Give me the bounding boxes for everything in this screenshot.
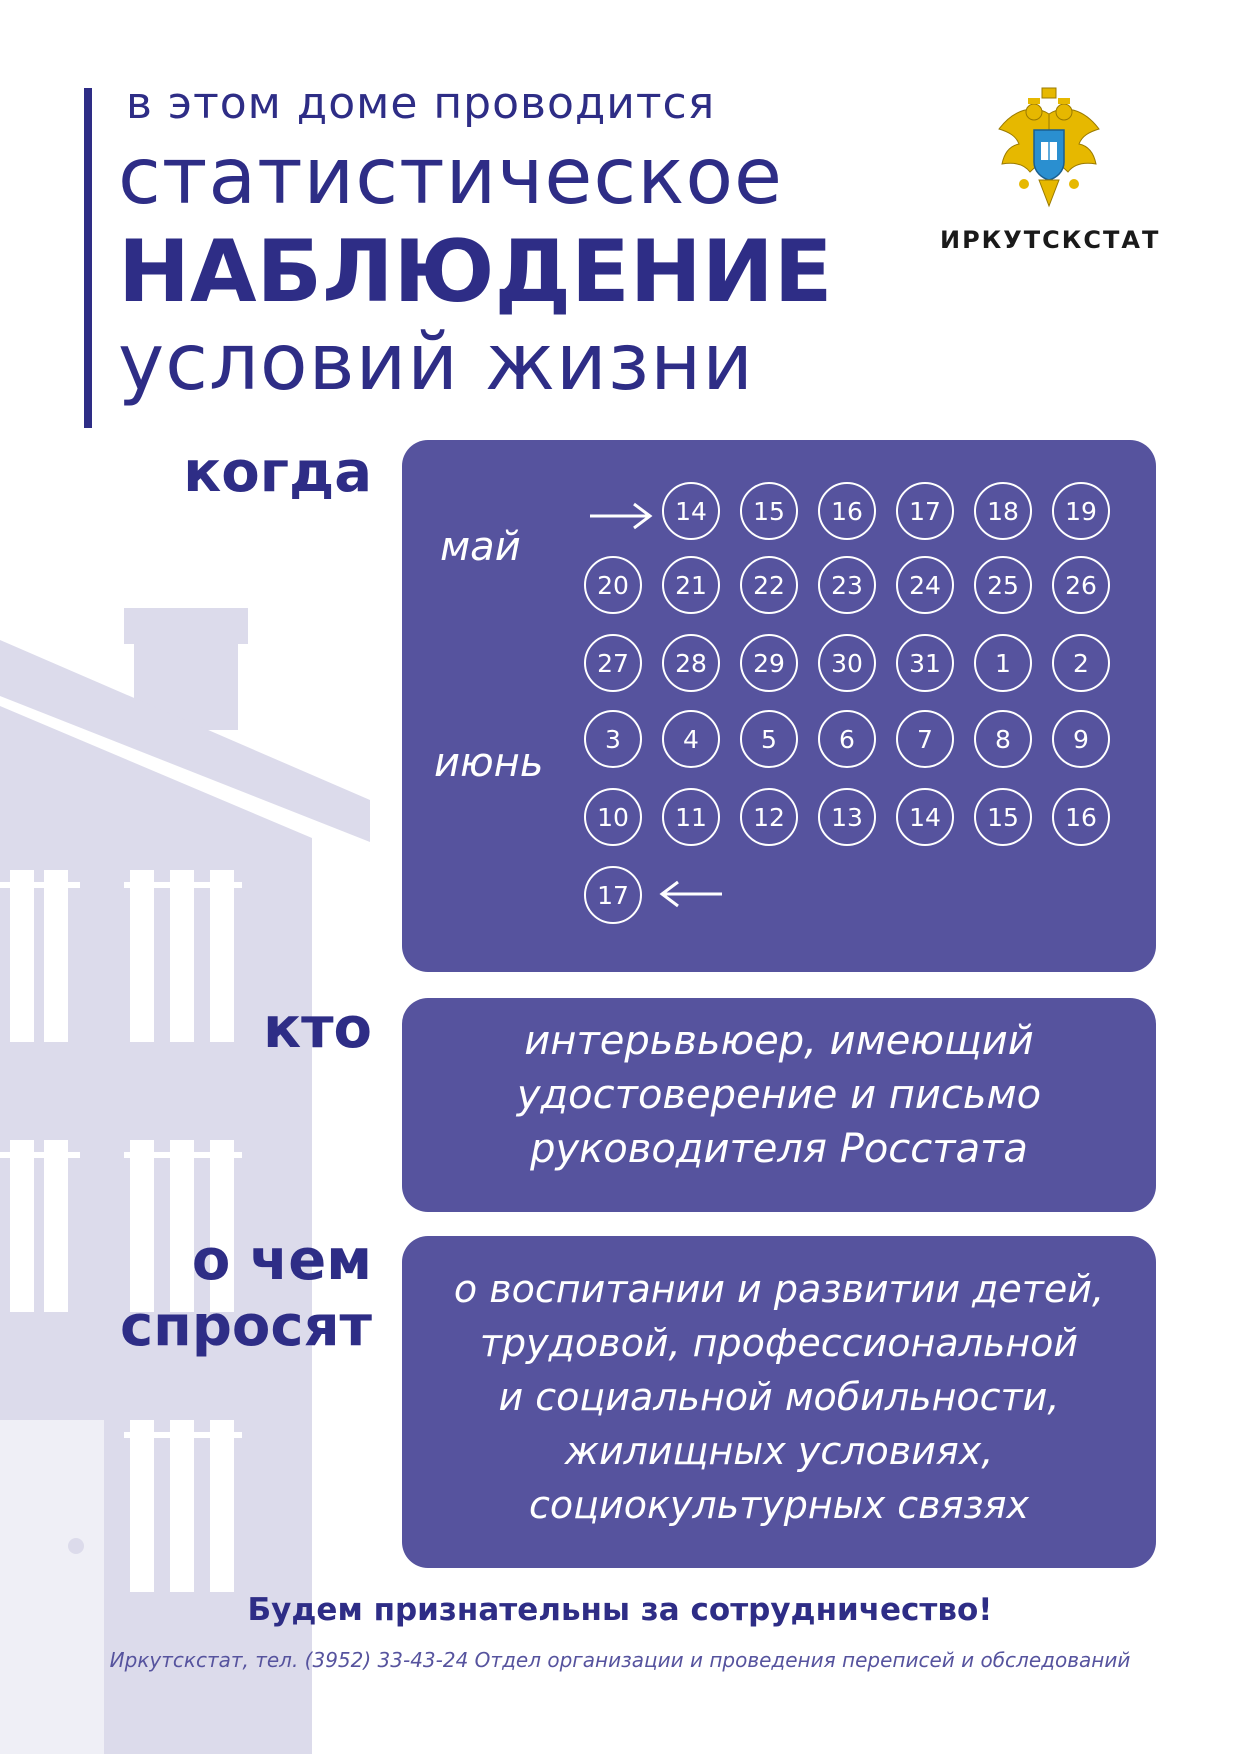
month-june: июнь [434, 740, 544, 786]
month-may: май [440, 524, 521, 570]
arrow-right-icon [588, 498, 654, 534]
calendar-day: 6 [818, 710, 876, 768]
calendar-day: 10 [584, 788, 642, 846]
what-label-line-1: о чем [191, 1228, 372, 1293]
header-line-3: НАБЛЮДЕНИЕ [118, 222, 833, 322]
calendar-day: 1 [974, 634, 1032, 692]
calendar-day: 14 [662, 482, 720, 540]
thanks-message: Будем признательны за сотрудничество! [247, 1592, 993, 1628]
calendar-day: 20 [584, 556, 642, 614]
calendar-day: 16 [1052, 788, 1110, 846]
calendar-day: 24 [896, 556, 954, 614]
calendar-day: 11 [662, 788, 720, 846]
calendar-day: 26 [1052, 556, 1110, 614]
calendar-day: 7 [896, 710, 954, 768]
calendar-day: 9 [1052, 710, 1110, 768]
calendar-day: 22 [740, 556, 798, 614]
arrow-left-icon [658, 876, 724, 912]
header-line-1: в этом доме проводится [126, 78, 716, 129]
calendar-day: 5 [740, 710, 798, 768]
calendar-day: 2 [1052, 634, 1110, 692]
calendar-day: 30 [818, 634, 876, 692]
calendar-day: 27 [584, 634, 642, 692]
calendar-day: 29 [740, 634, 798, 692]
calendar-day: 14 [896, 788, 954, 846]
calendar-day: 12 [740, 788, 798, 846]
calendar-day: 16 [818, 482, 876, 540]
calendar-day: 23 [818, 556, 876, 614]
what-text: о воспитании и развитии детей, трудовой, профессиональной и социальной мобильности, жилищных условиях, социокультурных связях [453, 1267, 1105, 1527]
when-label: когда [183, 440, 372, 505]
what-label [120, 1228, 372, 1360]
calendar-day: 13 [818, 788, 876, 846]
calendar-day: 15 [740, 482, 798, 540]
calendar-day: 28 [662, 634, 720, 692]
what-label-line-2: спросят [119, 1294, 372, 1359]
calendar-day: 18 [974, 482, 1032, 540]
agency-name: ИРКУТСКСТАТ [940, 226, 1161, 254]
calendar-day: 25 [974, 556, 1032, 614]
header-line-4: условий жизни [118, 318, 754, 408]
calendar-day: 15 [974, 788, 1032, 846]
calendar-day: 21 [662, 556, 720, 614]
who-text: интерьвьюер, имеющий удостоверение и письмо руководителя Росстата [516, 1018, 1042, 1172]
header-accent-bar [84, 88, 92, 428]
calendar-day: 3 [584, 710, 642, 768]
double-headed-eagle-emblem-icon [994, 84, 1104, 214]
calendar-day: 4 [662, 710, 720, 768]
calendar-day: 31 [896, 634, 954, 692]
footer-contact: Иркутскстат, тел. (3952) 33-43-24 Отдел организации и проведения переписей и обследований [109, 1648, 1131, 1672]
calendar-day: 8 [974, 710, 1032, 768]
who-label: кто [263, 996, 372, 1061]
calendar-day: 17 [584, 866, 642, 924]
calendar-day: 19 [1052, 482, 1110, 540]
calendar-day: 17 [896, 482, 954, 540]
header-line-2: статистическое [118, 132, 784, 222]
